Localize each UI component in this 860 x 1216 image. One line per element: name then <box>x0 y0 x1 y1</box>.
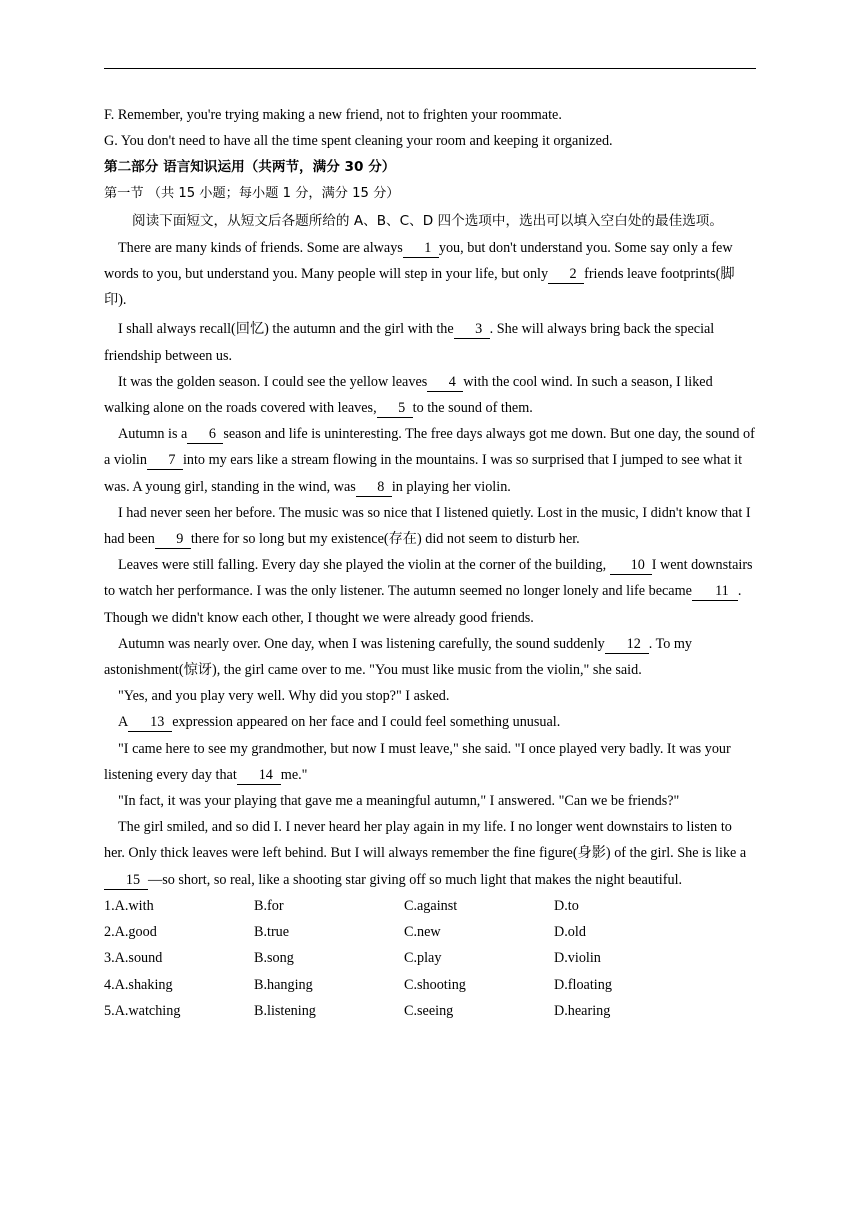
passage-paragraph-8: "Yes, and you play very well. Why did you stop?" I asked. <box>118 688 450 705</box>
passage-paragraph-3: It was the golden season. I could see the yellow leaves 4 with the cool wind. In such a season, I liked walking alone on the roads covered with leaves, 5 to the sound of them. <box>104 373 713 417</box>
blank-12: 12 <box>605 636 649 654</box>
option-4a: 4.A.shaking <box>104 976 173 993</box>
option-3c: C.play <box>404 950 442 967</box>
section-one-title: 第一节 （共 15 小题；每小题 1 分，满分 15 分） <box>104 185 400 201</box>
blank-4: 4 <box>427 374 463 392</box>
option-2b: B.true <box>254 924 290 941</box>
passage-paragraph-5: I had never seen her before. The music was so nice that I listened quietly. Lost in the music, I didn't know that I had been 9 there for so long but my existence(存在) did not seem to disturb her. <box>104 504 751 548</box>
option-g-line: G. You don't need to have all the time spent cleaning your room and keeping it organized. <box>104 133 613 150</box>
blank-5: 5 <box>377 400 413 418</box>
instruction-text: 阅读下面短文，从短文后各题所给的 A、B、C、D 四个选项中，选出可以填入空白处的最佳选项。 <box>132 212 723 229</box>
blank-8: 8 <box>356 479 392 497</box>
option-5d: D.hearing <box>554 1002 611 1019</box>
option-2d: D.old <box>554 924 586 941</box>
option-1d: D.to <box>554 897 579 914</box>
passage-paragraph-4: Autumn is a 6 season and life is uninteresting. The free days always got me down. But one day, the sound of a violin 7 into my ears like a stream flowing in the mountains. I was so surprised that I jumped to see what it was. A young girl, standing in the wind, was 8 in playing her violin. <box>104 426 755 495</box>
passage-paragraph-1: There are many kinds of friends. Some are always 1 you, but don't understand you. Some say only a few words to you, but understand you. Many people will step in your life, but only 2 friends leave footprints(脚印). <box>104 239 735 309</box>
blank-2: 2 <box>548 266 584 284</box>
blank-13: 13 <box>128 714 172 732</box>
passage-paragraph-11: "In fact, it was your playing that gave me a meaningful autumn," I answered. "Can we be friends?" <box>118 793 680 810</box>
option-4d: D.floating <box>554 976 612 993</box>
blank-14: 14 <box>237 767 281 785</box>
option-f-line: F. Remember, you're trying making a new friend, not to frighten your roommate. <box>104 107 562 123</box>
blank-11: 11 <box>692 583 738 601</box>
blank-1: 1 <box>403 240 439 258</box>
option-2c: C.new <box>404 924 441 941</box>
option-5a: 5.A.watching <box>104 1002 181 1019</box>
option-3d: D.violin <box>554 950 601 967</box>
passage-paragraph-12: The girl smiled, and so did I. I never heard her play again in my life. I no longer went downstairs to listen to her. Only thick leaves were left behind. But I will always remember the fine figure(身影) of the girl. She is like a15 —so short, so real, like a shooting star giving off so much light that makes the night beautiful. <box>104 819 747 888</box>
blank-15: 15 <box>104 872 148 890</box>
blank-7: 7 <box>147 452 183 470</box>
options-grid <box>104 893 756 1024</box>
option-1b: B.for <box>254 897 284 914</box>
part-two-title: 第二部分 语言知识运用（共两节，满分 30 分） <box>104 159 396 176</box>
option-5b: B.listening <box>254 1002 316 1019</box>
option-3b: B.song <box>254 950 294 967</box>
passage-paragraph-7: Autumn was nearly over. One day, when I was listening carefully, the sound suddenly 12 . To my astonishment(惊讶), the girl came over to me. "You must like music from the violin," she said. <box>104 635 693 679</box>
blank-6: 6 <box>187 426 223 444</box>
passage-paragraph-6: Leaves were still falling. Every day she played the violin at the corner of the building, 10 I went downstairs to watch her performance. I was the only listener. The autumn seemed no longer lonely and life became 11 . Though we didn't know each other, I thought we were already good friends. <box>104 557 753 626</box>
option-4b: B.hanging <box>254 976 313 993</box>
option-2a: 2.A.good <box>104 924 157 941</box>
option-1a: 1.A.with <box>104 897 154 914</box>
passage-paragraph-2: I shall always recall(回忆) the autumn and the girl with the 3 . She will always bring back the special friendship between us. <box>104 321 715 364</box>
blank-9: 9 <box>155 531 191 549</box>
passage-paragraph-9: A 13 expression appeared on her face and I could feel something unusual. <box>118 714 561 731</box>
option-5c: C.seeing <box>404 1002 454 1019</box>
document-page <box>104 102 756 1024</box>
blank-3: 3 <box>454 321 490 339</box>
option-3a: 3.A.sound <box>104 950 163 967</box>
header-rule <box>104 68 756 69</box>
blank-10: 10 <box>610 557 652 575</box>
option-1c: C.against <box>404 897 458 914</box>
option-4c: C.shooting <box>404 976 466 993</box>
passage-paragraph-10: "I came here to see my grandmother, but now I must leave," she said. "I once played very badly. It was your listening every day that 14 me." <box>104 740 731 783</box>
